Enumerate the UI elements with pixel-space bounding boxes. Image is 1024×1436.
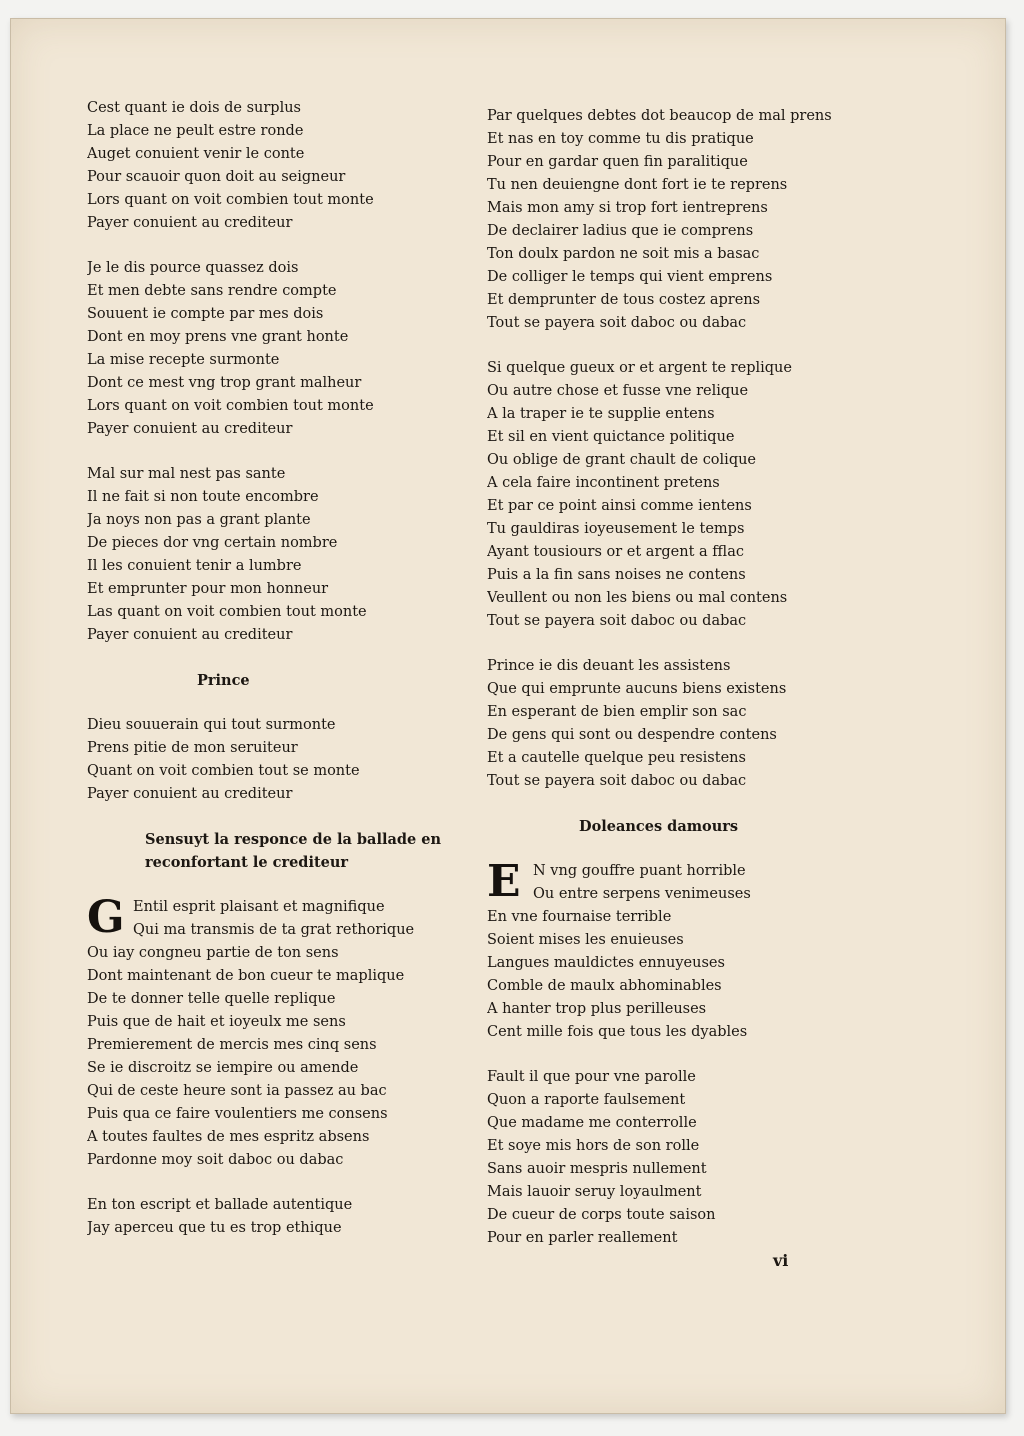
verse-line: Et men debte sans rendre compte	[87, 283, 337, 299]
verse-line: Mais lauoir seruy loyaulment	[487, 1184, 702, 1200]
stanza-gap	[87, 1172, 487, 1194]
verse-line: Ou autre chose et fusse vne relique	[487, 383, 749, 399]
verse-line: Tout se payera soit daboc ou dabac	[487, 613, 747, 629]
right-stanza-2	[487, 357, 907, 633]
verse-line: Ou entre serpens venimeuses	[533, 886, 751, 902]
verse-line: De pieces dor vng certain nombre	[87, 535, 338, 551]
right-stanza-1	[487, 105, 907, 335]
verse-line: Et a cautelle quelque peu resistens	[487, 750, 746, 766]
stanza-gap	[87, 441, 487, 463]
verse-line: Auget conuient venir le conte	[87, 146, 305, 162]
verse-line: Entil esprit plaisant et magnifique	[133, 899, 385, 915]
verse-line: Mais mon amy si trop fort ientreprens	[487, 200, 768, 216]
verse-line: De declairer ladius que ie comprens	[487, 223, 754, 239]
verse-line: Soient mises les enuieuses	[487, 932, 684, 948]
verse-line: Payer conuient au crediteur	[87, 786, 293, 802]
stanza-gap	[487, 838, 907, 860]
verse-line: Payer conuient au crediteur	[87, 215, 293, 231]
verse-line: Tout se payera soit daboc ou dabac	[487, 773, 747, 789]
right-stanza-4	[487, 856, 907, 1044]
stanza-gap	[487, 793, 907, 815]
verse-line: La mise recepte surmonte	[87, 352, 280, 368]
right-stanza-5	[487, 1066, 907, 1250]
verse-line: Que qui emprunte aucuns biens existens	[487, 681, 787, 697]
left-stanza-3	[87, 463, 487, 647]
verse-line: Lors quant on voit combien tout monte	[87, 398, 374, 414]
verse-line: Ou oblige de grant chault de colique	[487, 452, 757, 468]
verse-line: Qui ma transmis de ta grat rethorique	[133, 922, 415, 938]
verse-line: Dont ce mest vng trop grant malheur	[87, 375, 362, 391]
verse-line: Pardonne moy soit daboc ou dabac	[87, 1152, 344, 1168]
verse-line: Et par ce point ainsi comme ientens	[487, 498, 752, 514]
verse-line: Jay aperceu que tu es trop ethique	[87, 1220, 342, 1236]
verse-line: N vng gouffre puant horrible	[533, 863, 746, 879]
left-stanza-4	[87, 892, 487, 1172]
verse-line: Et emprunter pour mon honneur	[87, 581, 329, 597]
verse-line: De colliger le temps qui vient emprens	[487, 269, 773, 285]
verse-line: Prince ie dis deuant les assistens	[487, 658, 731, 674]
verse-line: Ou iay congneu partie de ton sens	[87, 945, 339, 961]
stanza-gap	[87, 692, 487, 714]
verse-line: Et soye mis hors de son rolle	[487, 1138, 700, 1154]
stanza-gap	[487, 633, 907, 655]
verse-line: A hanter trop plus perilleuses	[487, 1001, 707, 1017]
verse-line: Et sil en vient quictance politique	[487, 429, 735, 445]
response-heading-line: Sensuyt la responce de la ballade en	[145, 831, 442, 848]
stanza-gap	[87, 874, 487, 896]
verse-line: Dont maintenant de bon cueur te maplique	[87, 968, 405, 984]
verse-line: Pour en parler reallement	[487, 1230, 678, 1246]
verse-line: Ayant tousiours or et argent a fflac	[487, 544, 744, 560]
initial-block	[487, 856, 907, 907]
verse-line: De cueur de corps toute saison	[487, 1207, 716, 1223]
prince-heading: Prince	[197, 672, 250, 689]
decorated-initial-e: E	[487, 856, 521, 907]
left-stanza-1	[87, 97, 487, 235]
verse-line: En vne fournaise terrible	[487, 909, 672, 925]
verse-line: De te donner telle quelle replique	[87, 991, 336, 1007]
verse-line: A cela faire incontinent pretens	[487, 475, 720, 491]
verse-line: Las quant on voit combien tout monte	[87, 604, 367, 620]
verse-line: Dieu souuerain qui tout surmonte	[87, 717, 336, 733]
verse-line: Et demprunter de tous costez aprens	[487, 292, 761, 308]
verse-line: Quant on voit combien tout se monte	[87, 763, 360, 779]
left-stanza-2	[87, 257, 487, 441]
verse-line: Puis qua ce faire voulentiers me consens	[87, 1106, 388, 1122]
verse-line: Quon a raporte faulsement	[487, 1092, 686, 1108]
verse-line: Prens pitie de mon seruiteur	[87, 740, 298, 756]
verse-line: Dont en moy prens vne grant honte	[87, 329, 349, 345]
doleances-heading: Doleances damours	[579, 818, 739, 835]
verse-line: Langues mauldictes ennuyeuses	[487, 955, 725, 971]
verse-line: Que madame me conterrolle	[487, 1115, 697, 1131]
verse-line: En esperant de bien emplir son sac	[487, 704, 747, 720]
verse-line: Payer conuient au crediteur	[87, 421, 293, 437]
left-envoi	[87, 714, 487, 806]
verse-line: De gens qui sont ou despendre contens	[487, 727, 777, 743]
verse-line: Tu gauldiras ioyeusement le temps	[487, 521, 745, 537]
stanza-gap	[487, 335, 907, 357]
verse-line: Puis que de hait et ioyeulx me sens	[87, 1014, 346, 1030]
verse-line: Puis a la fin sans noises ne contens	[487, 567, 746, 583]
verse-line: Qui de ceste heure sont ia passez au bac	[87, 1083, 387, 1099]
verse-line: Souuent ie compte par mes dois	[87, 306, 324, 322]
verse-line: Ton doulx pardon ne soit mis a basac	[487, 246, 760, 262]
verse-line: Payer conuient au crediteur	[87, 627, 293, 643]
verse-line: En ton escript et ballade autentique	[87, 1197, 353, 1213]
verse-line: Il les conuient tenir a lumbre	[87, 558, 302, 574]
response-heading	[87, 828, 487, 874]
verse-line: Par quelques debtes dot beaucop de mal prens	[487, 108, 832, 124]
verse-line: Se ie discroitz se iempire ou amende	[87, 1060, 359, 1076]
verse-line: Pour scauoir quon doit au seigneur	[87, 169, 346, 185]
verse-line: Fault il que pour vne parolle	[487, 1069, 696, 1085]
verse-line: Sans auoir mespris nullement	[487, 1161, 707, 1177]
verse-line: Je le dis pource quassez dois	[87, 260, 299, 276]
verse-line: Pour en gardar quen fin paralitique	[487, 154, 748, 170]
verse-line: Premierement de mercis mes cinq sens	[87, 1037, 377, 1053]
decorated-initial-g: G	[87, 892, 125, 943]
verse-line: Si quelque gueux or et argent te replique	[487, 360, 792, 376]
verse-line: Il ne fait si non toute encombre	[87, 489, 319, 505]
initial-block	[87, 892, 487, 943]
stanza-gap	[487, 1044, 907, 1066]
verse-line: Lors quant on voit combien tout monte	[87, 192, 374, 208]
right-stanza-3	[487, 655, 907, 793]
left-column	[87, 97, 487, 1240]
verse-line: La place ne peult estre ronde	[87, 123, 304, 139]
book-page	[10, 18, 1006, 1414]
verse-line: A la traper ie te supplie entens	[487, 406, 715, 422]
verse-line: Cent mille fois que tous les dyables	[487, 1024, 748, 1040]
verse-line: Ja noys non pas a grant plante	[87, 512, 311, 528]
stanza-gap	[87, 806, 487, 828]
verse-line: Et nas en toy comme tu dis pratique	[487, 131, 754, 147]
left-stanza-5	[87, 1194, 487, 1240]
folio-number: vi	[773, 1251, 789, 1270]
verse-line: A toutes faultes de mes espritz absens	[87, 1129, 370, 1145]
response-heading-line: reconfortant le crediteur	[145, 854, 349, 871]
verse-line: Mal sur mal nest pas sante	[87, 466, 286, 482]
verse-line: Tout se payera soit daboc ou dabac	[487, 315, 747, 331]
verse-line: Cest quant ie dois de surplus	[87, 100, 302, 116]
stanza-gap	[87, 647, 487, 669]
verse-line: Comble de maulx abhominables	[487, 978, 722, 994]
stanza-gap	[87, 235, 487, 257]
verse-line: Veullent ou non les biens ou mal contens	[487, 590, 788, 606]
right-column	[487, 105, 907, 1250]
verse-line: Tu nen deuiengne dont fort ie te reprens	[487, 177, 788, 193]
